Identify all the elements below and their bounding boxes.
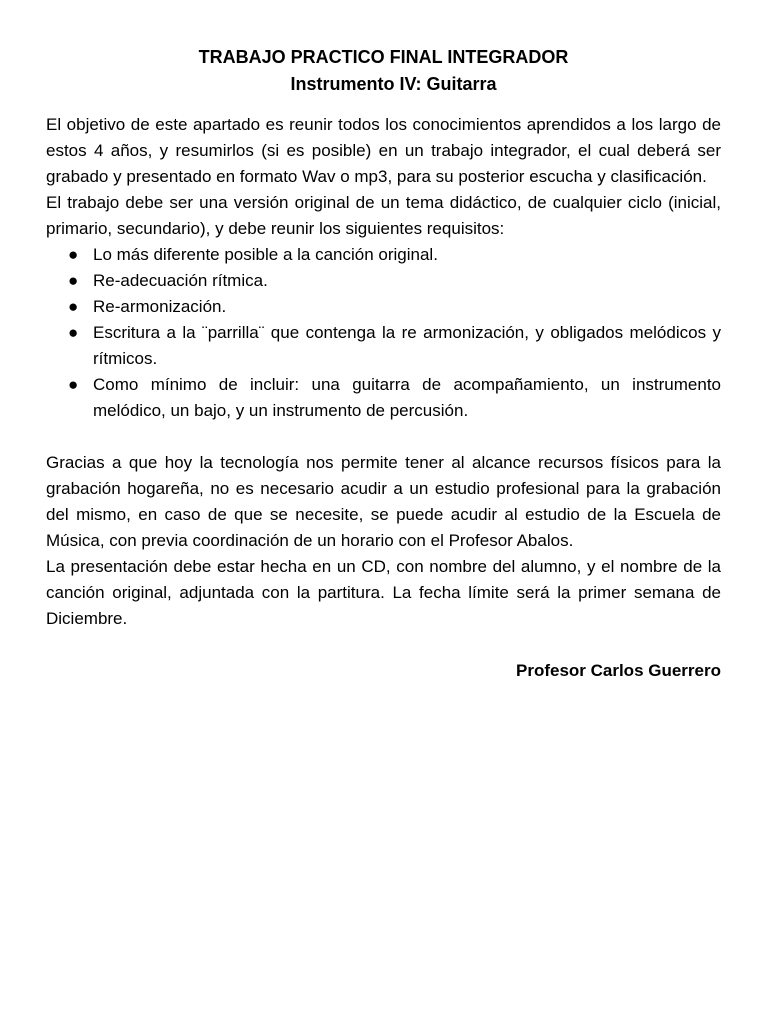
requirement-text: Re-adecuación rítmica. [93,271,268,290]
bullet-icon: ● [68,323,79,342]
requirement-text: Re-armonización. [93,297,227,316]
document-title: TRABAJO PRACTICO FINAL INTEGRADOR [198,47,569,67]
requirement-item [46,320,721,372]
bullet-icon: ● [68,245,79,264]
submission-paragraph: La presentación debe estar hecha en un CD, con nombre del alumno, y el nombre de la canción original, adjuntada con la partitura. La fecha límite será la primer semana de Diciembre. [46,557,721,628]
document-content [46,44,721,684]
bullet-icon: ● [68,375,79,394]
requirement-item [46,294,721,320]
bullet-icon: ● [68,297,79,316]
requirement-text: Como mínimo de incluir: una guitarra de acompañamiento, un instrumento melódico, un bajo, y un instrumento de percusión. [93,375,721,420]
spacer [46,632,721,658]
document-subtitle: Instrumento IV: Guitarra [290,74,497,94]
requirement-item [46,372,721,424]
requirement-item [46,242,721,268]
requirements-list [46,242,721,424]
signature: Profesor Carlos Guerrero [515,661,721,680]
recording-paragraph: Gracias a que hoy la tecnología nos permite tener al alcance recursos físicos para la grabación hogareña, no es necesario acudir a un estudio profesional para la grabación del mismo, en caso de que se necesite, se puede acudir al estudio de la Escuela de Música, con previa coordinación de un horario con el Profesor Abalos. [46,453,721,550]
spacer [46,424,721,450]
bullet-icon: ● [68,271,79,290]
requirement-text: Lo más diferente posible a la canción original. [93,245,438,264]
requirement-text: Escritura a la ¨parrilla¨ que contenga la re armonización, y obligados melódicos y rítmicos. [93,323,721,368]
requirement-item [46,268,721,294]
intro-paragraph: El objetivo de este apartado es reunir todos los conocimientos aprendidos a los largo de estos 4 años, y resumirlos (si es posible) en un trabajo integrador, el cual deberá ser grabado y presentado en formato Wav o mp3, para su posterior escucha y clasificación. [46,115,721,186]
requirements-intro-paragraph: El trabajo debe ser una versión original de un tema didáctico, de cualquier ciclo (inicial, primario, secundario), y debe reunir los siguientes requisitos: [46,193,721,238]
